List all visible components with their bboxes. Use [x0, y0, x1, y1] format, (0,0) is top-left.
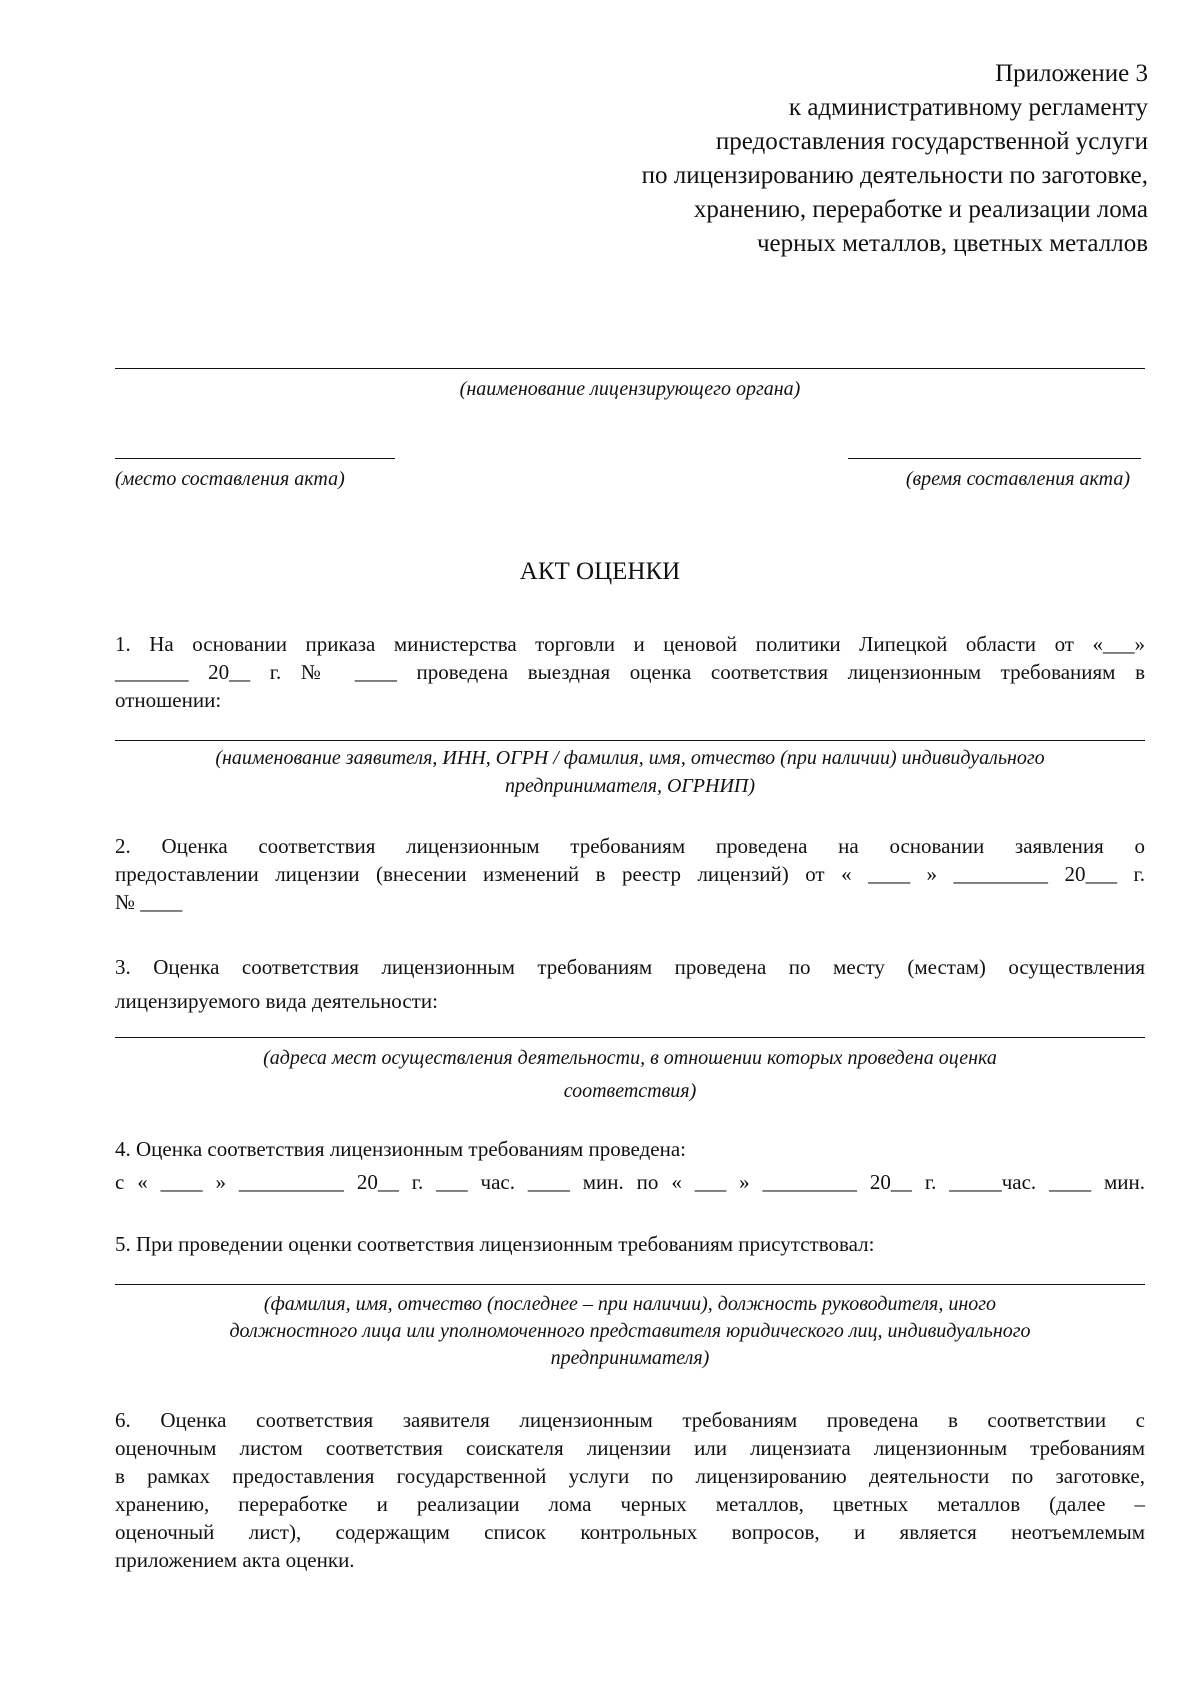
applicant-field[interactable]	[115, 740, 1145, 741]
p4-line-1: 4. Оценка соответствия лицензионным требованиям проведена:	[115, 1137, 686, 1161]
p6-line-2: оценочным листом соответствия соискателя лицензии или лицензиата лицензионным требованиям	[115, 1436, 1145, 1460]
paragraph-4	[115, 1133, 1145, 1199]
paragraph-6	[115, 1406, 1145, 1574]
p6-line-6: приложением акта оценки.	[115, 1548, 355, 1572]
p6-line-1: 6. Оценка соответствия заявителя лицензионным требованиям проведена в соответствии с	[115, 1408, 1145, 1432]
place-field[interactable]	[115, 458, 395, 459]
header-line-2: к административному регламенту	[788, 94, 1148, 121]
attendee-field[interactable]	[115, 1284, 1145, 1285]
licensing-body-field[interactable]	[115, 368, 1145, 369]
p1-line-1: 1. На основании приказа министерства торговли и ценовой политики Липецкой области от «___»	[115, 632, 1145, 656]
p6-line-4: хранению, переработке и реализации лома черных металлов, цветных металлов (далее –	[115, 1492, 1145, 1516]
header-line-3: предоставления государственной услуги	[715, 128, 1148, 155]
licensing-body-caption: (наименование лицензирующего органа)	[459, 378, 801, 400]
p5-line-1: 5. При проведении оценки соответствия лицензионным требованиям присутствовал:	[115, 1232, 875, 1256]
p2-line-2: предоставлении лицензии (внесении изменений в реестр лицензий) от « ____ » _________ 20___ г.	[115, 862, 1145, 886]
p6-line-5: оценочный лист), содержащим список контрольных вопросов, и является неотъемлемым	[115, 1520, 1145, 1544]
p2-line-1: 2. Оценка соответствия лицензионным требованиям проведена на основании заявления о	[115, 834, 1145, 858]
time-caption: (время составления акта)	[905, 468, 1130, 490]
addresses-caption-1: (адреса мест осуществления деятельности, в отношении которых проведена оценка	[263, 1047, 997, 1069]
p4-line-2: с « ____ » __________ 20__ г. ___ час. ____ мин. по « ___ » _________ 20__ г. _____час. ____ мин.	[115, 1170, 1145, 1194]
p6-line-3: в рамках предоставления государственной услуги по лицензированию деятельности по заготовке,	[115, 1464, 1145, 1488]
p1-line-2: _______ 20__ г. № ____ проведена выездная оценка соответствия лицензионным требованиям в	[115, 660, 1145, 684]
p2-line-3: № ____	[115, 890, 183, 914]
p1-line-3: отношении:	[115, 688, 222, 712]
place-caption: (место составления акта)	[115, 468, 345, 490]
applicant-caption-2: предпринимателя, ОГРНИП)	[504, 775, 756, 797]
header-line-6: черных металлов, цветных металлов	[756, 230, 1148, 257]
attendee-caption-3: предпринимателя)	[550, 1347, 710, 1369]
header-line-1: Приложение 3	[995, 60, 1148, 87]
paragraph-5	[115, 1230, 1145, 1258]
header-line-5: хранению, переработке и реализации лома	[693, 196, 1148, 223]
document-title: АКТ ОЦЕНКИ	[519, 558, 681, 585]
attendee-caption-1: (фамилия, имя, отчество (последнее – при наличии), должность руководителя, иного	[263, 1293, 997, 1315]
applicant-caption-1: (наименование заявителя, ИНН, ОГРН / фамилия, имя, отчество (при наличии) индивидуального	[215, 747, 1045, 769]
time-field[interactable]	[848, 458, 1141, 459]
header-line-4: по лицензированию деятельности по заготовке,	[641, 162, 1148, 189]
p3-line-2: лицензируемого вида деятельности:	[115, 989, 438, 1013]
paragraph-1	[115, 630, 1145, 714]
attendee-caption-2: должностного лица или уполномоченного представителя юридического лиц, индивидуального	[229, 1320, 1031, 1342]
addresses-field[interactable]	[115, 1037, 1145, 1038]
paragraph-3	[115, 950, 1145, 1018]
addresses-caption-2: соответствия)	[563, 1080, 697, 1102]
p3-line-1: 3. Оценка соответствия лицензионным требованиям проведена по месту (местам) осуществления	[115, 955, 1145, 979]
paragraph-2	[115, 832, 1145, 916]
